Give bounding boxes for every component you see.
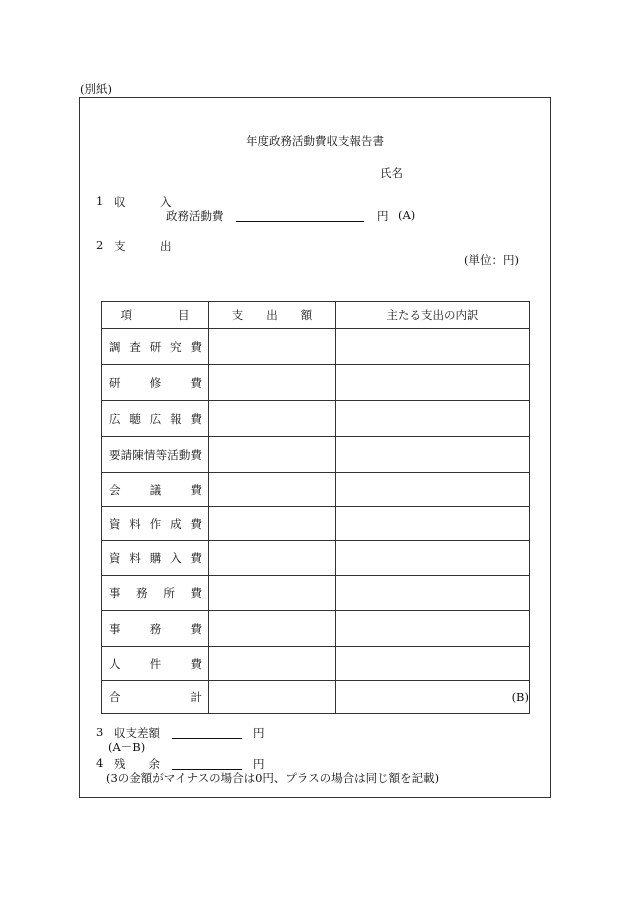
row-label: 調査研究費 [102,329,209,365]
income-mark: (A) [398,208,416,222]
total-row [102,681,530,714]
balance-number: 3 [96,725,104,739]
breakdown-cell[interactable] [336,576,530,611]
income-heading: 収 入 [114,195,172,209]
breakdown-cell[interactable] [336,647,530,681]
remainder-note: (3の金額がマイナスの場合は0円、プラスの場合は同じ額を記載) [106,771,440,785]
header-item: 項 目 [102,302,209,329]
table-row [102,329,530,365]
breakdown-cell[interactable] [336,541,530,576]
remainder-number: 4 [96,756,104,770]
amount-cell[interactable] [209,401,336,437]
total-label: 合計 [102,681,209,714]
breakdown-cell[interactable] [336,507,530,541]
header-amount: 支 出 額 [209,302,336,329]
table-row [102,576,530,611]
income-amount-blank [236,221,364,222]
table-row [102,437,530,473]
table-row [102,365,530,401]
row-label: 研修費 [102,365,209,401]
name-label: 氏名 [380,166,403,180]
table-row [102,401,530,437]
income-line-label: 政務活動費 [166,209,224,223]
row-label: 事務費 [102,611,209,647]
amount-cell[interactable] [209,507,336,541]
row-label: 資料作成費 [102,507,209,541]
breakdown-cell[interactable] [336,437,530,473]
unit-note: (単位：円) [464,253,519,267]
balance-formula: (A－B) [108,740,146,754]
table-row [102,611,530,647]
amount-cell[interactable] [209,541,336,576]
expenditure-heading: 支 出 [114,239,172,253]
amount-cell[interactable] [209,647,336,681]
amount-cell[interactable] [209,473,336,507]
row-label: 会議費 [102,473,209,507]
breakdown-cell[interactable] [336,473,530,507]
amount-cell[interactable] [209,365,336,401]
row-label: 要請陳情等活動費 [102,437,209,473]
breakdown-cell[interactable] [336,365,530,401]
expenditure-table [101,301,530,714]
balance-label: 収支差額 [114,726,160,740]
table-row [102,507,530,541]
table-row [102,541,530,576]
total-mark: (B) [336,681,530,714]
attachment-label: (別紙) [80,82,112,96]
row-label: 資料購入費 [102,541,209,576]
row-label: 広聴広報費 [102,401,209,437]
row-label: 人件費 [102,647,209,681]
amount-cell[interactable] [209,329,336,365]
header-breakdown: 主たる支出の内訳 [336,302,530,329]
report-title: 年度政務活動費収支報告書 [246,134,384,148]
breakdown-cell[interactable] [336,329,530,365]
expenditure-number: 2 [96,238,104,252]
remainder-label: 残 余 [114,757,160,771]
remainder-unit: 円 [253,757,265,771]
amount-cell[interactable] [209,576,336,611]
breakdown-cell[interactable] [336,401,530,437]
balance-unit: 円 [253,726,265,740]
row-label: 事務所費 [102,576,209,611]
table-header-row [102,302,530,329]
table-row [102,473,530,507]
balance-amount-blank [172,738,242,739]
income-unit: 円 [377,209,389,223]
breakdown-cell[interactable] [336,611,530,647]
total-amount-cell[interactable] [209,681,336,714]
income-number: 1 [96,194,104,208]
table-row [102,647,530,681]
amount-cell[interactable] [209,611,336,647]
amount-cell[interactable] [209,437,336,473]
